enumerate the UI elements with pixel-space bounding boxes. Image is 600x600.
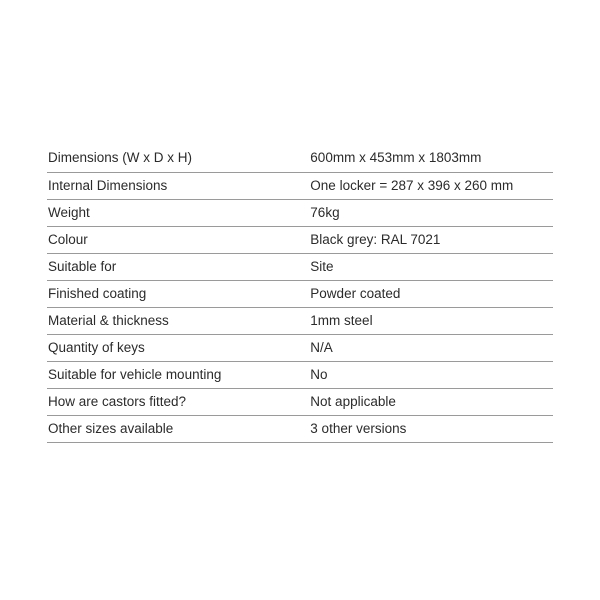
spec-label: How are castors fitted? <box>48 393 187 409</box>
spec-row-material-thickness <box>47 307 553 334</box>
spec-label: Material & thickness <box>48 312 169 328</box>
spec-row-castors <box>47 388 553 415</box>
spec-value: Not applicable <box>310 393 396 409</box>
spec-row-weight <box>47 199 553 226</box>
spec-label: Finished coating <box>48 285 147 301</box>
spec-value: 1mm steel <box>310 312 373 328</box>
spec-label: Other sizes available <box>48 420 174 436</box>
spec-label: Colour <box>48 231 88 247</box>
spec-label: Dimensions (W x D x H) <box>48 149 193 165</box>
spec-value: 3 other versions <box>310 420 407 436</box>
spec-value: One locker = 287 x 396 x 260 mm <box>310 177 514 193</box>
spec-row-quantity-of-keys <box>47 334 553 361</box>
spec-value: Powder coated <box>310 285 401 301</box>
spec-row-dimensions <box>47 144 553 172</box>
spec-value: Black grey: RAL 7021 <box>310 231 441 247</box>
spec-label: Suitable for <box>48 258 117 274</box>
spec-value: 76kg <box>310 204 340 220</box>
spec-row-internal-dimensions <box>47 172 553 199</box>
spec-row-vehicle-mounting <box>47 361 553 388</box>
spec-value: N/A <box>310 339 333 355</box>
specifications-table <box>47 144 553 443</box>
spec-label: Quantity of keys <box>48 339 145 355</box>
spec-row-colour <box>47 226 553 253</box>
spec-label: Internal Dimensions <box>48 177 168 193</box>
spec-value: No <box>310 366 328 382</box>
spec-label: Weight <box>48 204 90 220</box>
spec-label: Suitable for vehicle mounting <box>48 366 222 382</box>
spec-value: 600mm x 453mm x 1803mm <box>310 149 482 165</box>
spec-row-finished-coating <box>47 280 553 307</box>
spec-value: Site <box>310 258 334 274</box>
spec-row-suitable-for <box>47 253 553 280</box>
spec-row-other-sizes <box>47 415 553 442</box>
